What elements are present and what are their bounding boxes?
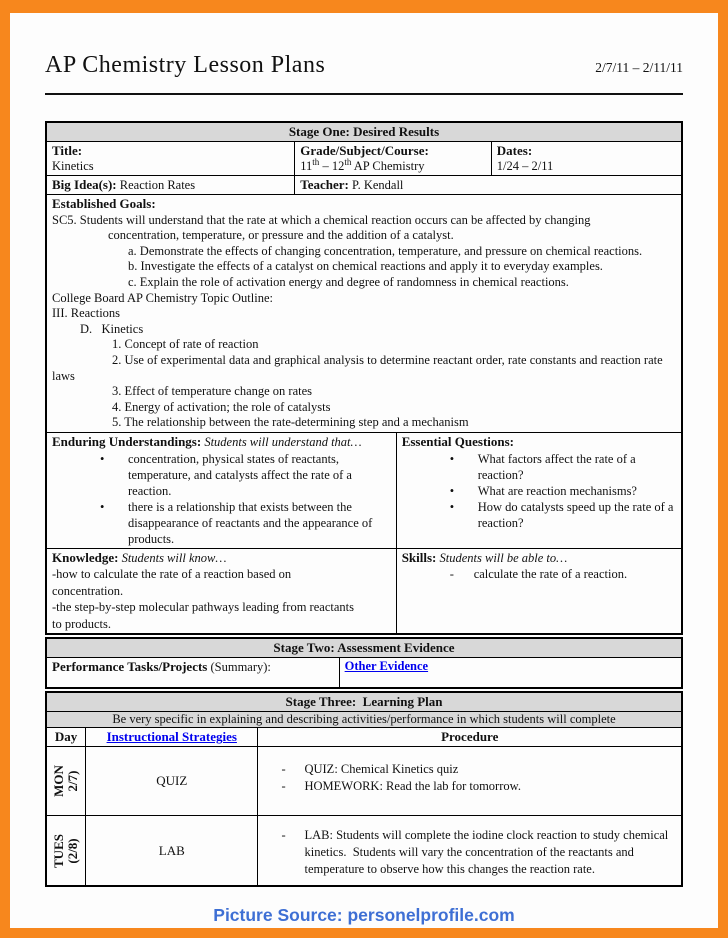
goals-line: 3. Effect of temperature change on rates	[112, 384, 313, 399]
title-grade-dates-row	[47, 141, 681, 175]
big-idea-value: Reaction Rates	[116, 178, 196, 192]
goals-line: 4. Energy of activation; the role of catalysts	[112, 399, 331, 414]
stage-three-table	[45, 691, 683, 887]
grade-value: 11th – 12th AP Chemistry	[300, 156, 425, 173]
instructional-strategies-link[interactable]: Instructional Strategies	[106, 729, 237, 745]
list-item: • concentration, physical states of reactants, temperature, and catalysts affect the rate of a reaction.	[52, 451, 391, 499]
picture-source-caption: Picture Source: personelprofile.com	[213, 905, 515, 925]
grade-cell	[294, 142, 491, 175]
goals-line: College Board AP Chemistry Topic Outline:	[52, 290, 273, 305]
dates-label: Dates:	[496, 143, 533, 158]
stage-two-header	[47, 639, 681, 657]
procedure-cell	[257, 747, 681, 815]
list-item: - QUIZ: Chemical Kinetics quiz	[263, 761, 676, 778]
big-idea-cell	[47, 176, 294, 194]
stage-one-header	[47, 123, 681, 141]
enduring-heading: Enduring Understandings:	[52, 433, 202, 449]
performance-tasks-cell	[47, 658, 339, 687]
dates-cell	[491, 142, 681, 175]
goals-line: concentration, temperature, or pressure and the addition of a catalyst.	[108, 228, 454, 243]
bullet-icon	[450, 499, 478, 531]
goals-line: 2. Use of experimental data and graphical analysis to determine reactant order, rate constants and reaction rate	[112, 352, 663, 367]
day-column-header: Day	[54, 729, 78, 745]
table-row	[47, 746, 681, 815]
strategy-label: LAB	[158, 842, 185, 858]
dash-icon	[281, 778, 304, 795]
stage-two-header-label: Stage Two: Assessment Evidence	[273, 640, 455, 656]
goals-line: 5. The relationship between the rate-determining step and a mechanism	[112, 415, 469, 430]
list-item: • What factors affect the rate of a reaction?	[402, 451, 676, 483]
goals-line: c. Explain the role of activation energy and degree of randomness in chemical reactions.	[128, 274, 569, 289]
document-header	[45, 13, 683, 95]
stage-three-header	[47, 693, 681, 711]
essential-questions-cell	[396, 433, 681, 548]
procedure-column-header: Procedure	[257, 728, 681, 746]
dash-icon	[281, 827, 304, 878]
header-date-range: 2/7/11 – 2/11/11	[595, 60, 683, 75]
other-evidence-link[interactable]: Other Evidence	[344, 659, 429, 674]
day-cell-tues	[47, 816, 85, 885]
document-page	[10, 13, 718, 928]
performance-tasks-label-rest: (Summary):	[207, 660, 271, 675]
strategies-column-header	[85, 728, 257, 746]
knowledge-skills-row	[47, 548, 681, 634]
bullet-icon	[100, 451, 128, 499]
grade-label: Grade/Subject/Course:	[300, 143, 429, 158]
knowledge-line: -the step-by-step molecular pathways leading from reactants	[52, 600, 354, 615]
knowledge-line: to products.	[52, 616, 112, 631]
goals-heading: Established Goals:	[52, 196, 156, 211]
other-evidence-cell	[339, 658, 681, 687]
list-item: • there is a relationship that exists between the disappearance of reactants and the appearance of products.	[52, 499, 391, 547]
goals-line: SC5. Students will understand that the rate at which a chemical reaction occurs can be affected by changing	[52, 212, 591, 227]
understandings-questions-row	[47, 432, 681, 548]
skills-heading: Skills:	[401, 549, 437, 565]
list-item: - calculate the rate of a reaction.	[402, 566, 676, 582]
strategy-label: QUIZ	[156, 773, 188, 789]
strategy-cell	[85, 747, 257, 815]
title-label: Title:	[52, 143, 83, 158]
established-goals-row	[47, 194, 681, 432]
stage-three-subheader-label: Be very specific in explaining and describing activities/performance in which students will complete	[112, 712, 616, 727]
teacher-value: P. Kendall	[348, 178, 404, 192]
bullet-icon	[450, 483, 478, 499]
skills-heading-italic: Students will be able to…	[436, 550, 568, 565]
big-idea-label: Big Idea(s):	[52, 177, 117, 192]
teacher-label: Teacher:	[300, 177, 349, 192]
list-item: - LAB: Students will complete the iodine clock reaction to study chemical kinetics. Students will vary the concentration of the reactants and temperature to observe how this changes the reaction rate.	[263, 827, 676, 878]
day-cell-mon	[47, 747, 85, 815]
title-cell	[47, 142, 294, 175]
knowledge-heading-italic: Students will know…	[118, 550, 227, 565]
strategy-cell	[85, 816, 257, 885]
skills-cell	[396, 549, 681, 634]
plan-header-row	[47, 727, 681, 746]
knowledge-line: -how to calculate the rate of a reaction based on	[52, 567, 292, 582]
enduring-understandings-cell	[47, 433, 396, 548]
goals-line: 1. Concept of rate of reaction	[112, 337, 259, 352]
page-title: AP Chemistry Lesson Plans	[45, 52, 326, 78]
day-label: TUES (2/8)	[51, 833, 81, 868]
enduring-heading-italic: Students will understand that…	[201, 434, 362, 449]
procedure-cell	[257, 816, 681, 885]
stage-two-table	[45, 637, 683, 689]
stage-three-subheader	[47, 711, 681, 727]
stage-one-header-label: Stage One: Desired Results	[288, 124, 440, 139]
performance-tasks-label: Performance Tasks/Projects	[52, 659, 208, 675]
established-goals-cell	[47, 195, 681, 432]
knowledge-line: concentration.	[52, 583, 124, 598]
teacher-cell	[294, 176, 681, 194]
goals-line: a. Demonstrate the effects of changing concentration, temperature, and pressure on chemical reactions.	[128, 243, 643, 258]
dash-icon	[450, 566, 474, 582]
stage-one-table	[45, 121, 683, 635]
essential-heading: Essential Questions:	[401, 433, 515, 449]
knowledge-cell	[47, 549, 396, 634]
goals-line: b. Investigate the effects of a catalyst on chemical reactions and apply it to everyday examples.	[128, 259, 603, 274]
goals-line: laws	[52, 368, 75, 383]
bullet-icon	[450, 451, 478, 483]
stage-three-header-label: Stage Three: Learning Plan	[285, 694, 443, 710]
list-item: - HOMEWORK: Read the lab for tomorrow.	[263, 778, 676, 795]
list-item: • How do catalysts speed up the rate of a reaction?	[402, 499, 676, 531]
bullet-icon	[100, 499, 128, 547]
table-row	[47, 815, 681, 885]
knowledge-heading: Knowledge:	[52, 549, 119, 565]
assessment-row	[47, 657, 681, 687]
list-item: • What are reaction mechanisms?	[402, 483, 676, 499]
goals-line: D. Kinetics	[80, 321, 144, 336]
dates-value: 1/24 – 2/11	[496, 159, 554, 173]
bigidea-teacher-row	[47, 175, 681, 194]
goals-line: III. Reactions	[52, 306, 121, 321]
title-value: Kinetics	[52, 159, 94, 173]
day-label: MON 2/7)	[51, 765, 81, 798]
dash-icon	[281, 761, 304, 778]
